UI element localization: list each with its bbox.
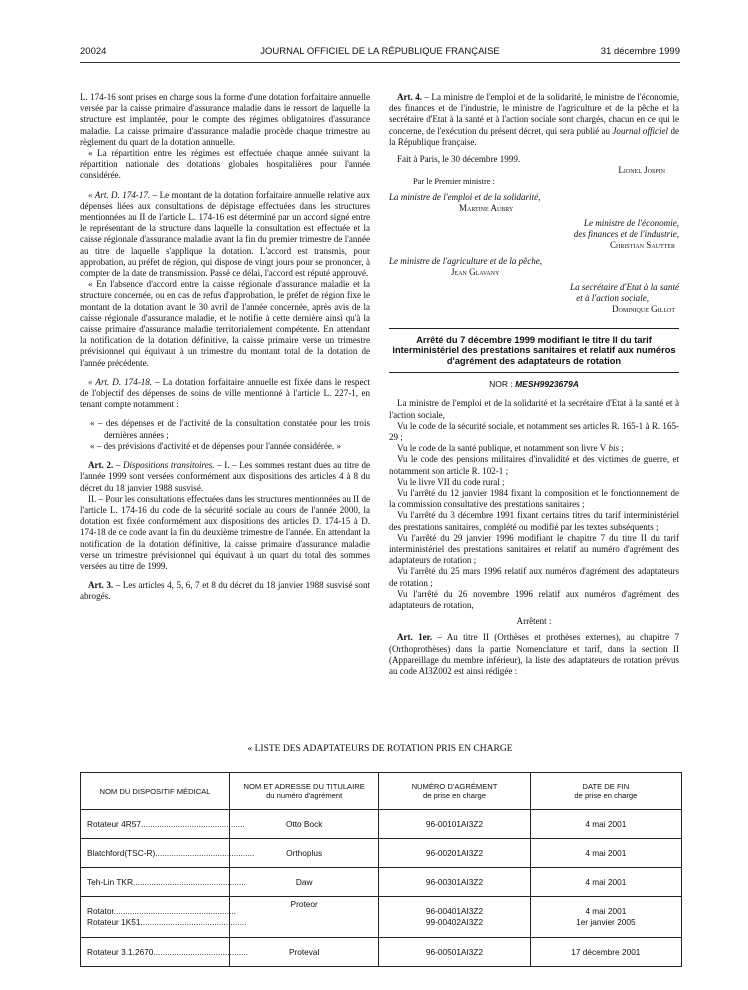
cell-device: Rotateur 4R57............................................. [81, 810, 230, 839]
minister-title: et à l'action sociale, [576, 293, 649, 304]
article-1 [389, 632, 679, 677]
cell-holder: Orthoplus [230, 839, 379, 868]
header-number: NUMÉRO D'AGRÉMENT de prise en charge [379, 773, 530, 810]
number-line: 96-00401AI3Z2 [425, 906, 484, 916]
header-end-date: DATE DE FIN de prise en charge [530, 773, 681, 810]
article-4: Art. 4. – La ministre de l'emploi et de la solidarité, le ministre de l'économie, des finances et de l'industrie, le ministre de l'agriculture et de la pêche et la secrétaire d'Etat à la santé et à l'action sociale sont chargés, chacun en ce qui le concerne, de l'exécution du présent décret, qui sera publié au Journal officiel de la République française. [389, 92, 679, 147]
header-rule [80, 62, 680, 63]
adapters-table [80, 772, 682, 967]
number-line: 99-00402AI3Z2 [425, 917, 484, 927]
minister-name: Martine Aubry [459, 202, 514, 213]
paragraph: L. 174-16 sont prises en charge sous la forme d'une dotation forfaitaire annuelle versée par la caisse primaire d'assurance maladie dans le ressort de laquelle la structure est implantée, pour le compte des régimes obligatoires d'assurance maladie. La caisse primaire d'assurance maladie procède chaque trimestre au règlement du quart de la dotation annuelle. [80, 92, 370, 147]
paragraph: II. – Pour les consultations effectuées dans les structures mentionnées au II de l'article L. 174-16 du code de la sécurité sociale au cours de l'année 2000, la dotation est fixée conformément aux dispositions des articles D. 174-15 à D. 174-18 de ce code avant la fin du deuxième trimestre de l'année. En attendant la notification de la dotation définitive, la caisse primaire d'assurance maladie verse un trimestre prévisionnel qui équivaut à un quart du total des sommes versées au titre de 1999. [80, 493, 370, 571]
article-label: Art. 2. [88, 460, 114, 471]
cell-holder: Otto Bock [230, 810, 379, 839]
cell-holder: Proteor [230, 897, 379, 938]
cell-holder: Proteval [230, 938, 379, 967]
table-header-row [81, 773, 682, 810]
cell-number [379, 897, 530, 938]
minister-name: Dominique Gillot [612, 304, 675, 315]
header-device: NOM DU DISPOSITIF MÉDICAL [81, 773, 230, 810]
article-label: Art. 3. [88, 580, 114, 591]
article-label: « Art. D. 174-17. [88, 189, 151, 200]
article-text: – I. – Les sommes restant dues au titre de l'année 1999 sont versées conformément aux dispositions des articles 4 à 8 du décret du 18 janvier 1988 susvisé. [80, 460, 371, 493]
nor-reference: NOR : MESH9923679A [489, 379, 579, 390]
visa: Vu le livre VII du code rural ; [397, 476, 505, 487]
table-row [81, 839, 682, 868]
cell-number: 96-00101AI3Z2 [379, 810, 530, 839]
cell-device: Teh-Lin TKR................................................. [81, 868, 230, 897]
article-label: Art. 4. [397, 92, 423, 102]
header-holder: NOM ET ADRESSE DU TITULAIRE du numéro d'agrément [230, 773, 379, 810]
article-d174-18 [80, 377, 370, 411]
table-row [81, 938, 682, 967]
visa: Vu l'arrêté du 3 décembre 1991 fixant certains titres du tarif interministériel des prestations sanitaires, complété ou modifié par les textes subséquents ; [389, 510, 679, 532]
page-number: 20024 [80, 46, 107, 57]
minister-title: La ministre de l'emploi et de la solidarité, [389, 191, 541, 202]
visa: Vu le code de la santé publique, et notamment son livre V bis ; [397, 443, 624, 454]
cell-device [81, 897, 247, 938]
visa: Vu le code de la sécurité sociale, et notamment ses articles R. 165-1 à R. 165-29 ; [389, 420, 679, 442]
paragraph: « La répartition entre les régimes est effectuée chaque année suivant la répartition nationale des dotations globales hospitalières pour l'année considérée. [80, 148, 370, 181]
list-item: « – des dépenses et de l'activité de la consultation constatée pour les trois dernières années ; [90, 418, 370, 440]
article-label: « Art. D. 174-18. [88, 376, 153, 387]
cell-holder: Daw [230, 868, 379, 897]
article-d174-17 [80, 190, 370, 280]
right-column [389, 92, 679, 677]
date-line: 4 mai 2001 [585, 906, 627, 916]
cell-date [530, 897, 681, 938]
article-heading: Dispositions transitoires. [122, 460, 215, 471]
cell-device: Blatchford(TSC-R)........................................... [81, 839, 230, 868]
visa: Vu le code des pensions militaires d'invalidité et des victimes de guerre, et notamment son article R. 102-1 ; [389, 454, 679, 476]
paragraph: « En l'absence d'accord entre la caisse régionale d'assurance maladie et la structure concernée, ou en cas de refus d'approbation, le préfet de région fixe le montant de la dotation avant le 30 avril de l'année concernée, après avis de la caisse régionale d'assurance maladie, et le notifie à cette dernière ainsi qu'à la caisse primaire d'assurance maladie territorialement compétente. En attendant la notification de la dotation définitive, la caisse primaire verse un trimestre prévisionnel qui équivaut à un trimestre du montant total de la dotation de l'année précédente. [80, 279, 370, 368]
article-2: Art. 2. – Dispositions transitoires. – I. – Les sommes restant dues au titre de l'année 1999 sont versées conformément aux dispositions des articles 4 à 8 du décret du 18 janvier 1988 susvisé. [80, 460, 371, 493]
minister-title: des finances et de l'industrie, [573, 229, 679, 240]
left-column [80, 92, 370, 603]
article-text: – Au titre II (Orthèses et prothèses externes), au chapitre 7 (Orthoprothèses) dans la partie Nomenclature et tarif, dans la section II (Appareillage du membre inférieur), la liste des adaptateurs de rotation prévus au code AI3Z002 est ainsi rédigée : [389, 632, 679, 677]
minister-title: Le ministre de l'économie, [583, 218, 679, 229]
article-text: – Les articles 4, 5, 6, 7 et 8 du décret du 18 janvier 1988 susvisé sont abrogés. [80, 580, 370, 602]
table-row [81, 868, 682, 897]
minister-title: La secrétaire d'Etat à la santé [570, 282, 679, 293]
article-3 [80, 580, 370, 602]
signatory-pm: Lionel Jospin [618, 165, 665, 176]
minister-name: Jean Glavany [451, 266, 500, 277]
journal-title: JOURNAL OFFICIEL DE LA RÉPUBLIQUE FRANÇAISE [260, 46, 500, 57]
visa: Vu l'arrêté du 26 novembre 1996 relatif aux numéros d'agrément des adaptateurs de rotation, [389, 588, 679, 611]
arrete-intro: La ministre de l'emploi et de la solidarité et la secrétaire d'Etat à la santé et à l'action sociale, [389, 398, 679, 420]
article-text: – La dotation forfaitaire annuelle est fixée dans le respect de l'objectif des dépenses de soins de ville mentionné à l'article L. 227-1, en tenant compte notamment : [80, 376, 370, 410]
cell-number: 96-00201AI3Z2 [379, 839, 530, 868]
date-line: 1er janvier 2005 [576, 917, 636, 927]
arrete-title: Arrêté du 7 décembre 1999 modifiant le titre II du tarif interministériel des prestations sanitaires et relatif aux numéros d'agrément des adaptateurs de rotation [392, 334, 676, 366]
table-title: « LISTE DES ADAPTATEURS DE ROTATION PRIS EN CHARGE [247, 744, 513, 754]
device-line: Rotator..................................................... [87, 906, 236, 916]
cell-date: 4 mai 2001 [530, 810, 681, 839]
journal-reference: Journal officiel [612, 125, 669, 136]
cell-date: 17 décembre 2001 [530, 938, 681, 967]
par-le-premier-ministre: Par le Premier ministre : [413, 177, 495, 187]
visa: Vu l'arrêté du 29 janvier 1996 modifiant le chapitre 7 du titre II du tarif interministériel des prestations sanitaires et relatif au numéro d'agrément des adaptateurs de rotation ; [389, 532, 679, 566]
cell-date: 4 mai 2001 [530, 868, 681, 897]
arretent: Arrêtent : [516, 616, 552, 627]
cell-number: 96-00301AI3Z2 [379, 868, 530, 897]
minister-title: Le ministre de l'agriculture et de la pêche, [389, 255, 543, 266]
device-line: Rotateur 1K51.............................................. [87, 917, 247, 927]
table-row [81, 810, 682, 839]
cell-date: 4 mai 2001 [530, 839, 681, 868]
nor-code: MESH9923679A [515, 379, 579, 390]
table-row [81, 897, 682, 938]
signature-date: Fait à Paris, le 30 décembre 1999. [397, 154, 521, 165]
cell-device: Rotateur 3.1.2670......................................... [81, 938, 230, 967]
article-text: – Le montant de la dotation forfaitaire annuelle relative aux dépenses liées aux consultations de dépistage effectuées dans les structures mentionnées au II de l'article L. 174-16 est déterminé par un accord signé entre le représentant de la structure dans laquelle la consultation est effectuée et la caisse régionale d'assurance maladie avant la fin du premier trimestre de l'année au titre de laquelle s'applique la dotation. L'accord est transmis, pour approbation, au préfet de région, qui dispose de vingt jours pour se prononcer, à compter de la date de transmission. Passé ce délai, l'accord est réputé approuvé. [80, 189, 370, 279]
cell-number: 96-00501AI3Z2 [379, 938, 530, 967]
arrete-title-box [389, 328, 679, 374]
list-item: « – des prévisions d'activité et de dépenses pour l'année considérée. » [90, 440, 341, 451]
visa: Vu l'arrêté du 25 mars 1996 relatif aux numéros d'agrément des adaptateurs de rotation ; [389, 566, 679, 588]
minister-name: Christian Sautter [610, 240, 675, 251]
visa: Vu l'arrêté du 12 janvier 1984 fixant la composition et le fonctionnement de la commission consultative des prestations sanitaires ; [389, 487, 679, 510]
page-header [80, 46, 680, 62]
issue-date: 31 décembre 1999 [600, 46, 680, 57]
article-label: Art. 1er. [397, 632, 433, 643]
